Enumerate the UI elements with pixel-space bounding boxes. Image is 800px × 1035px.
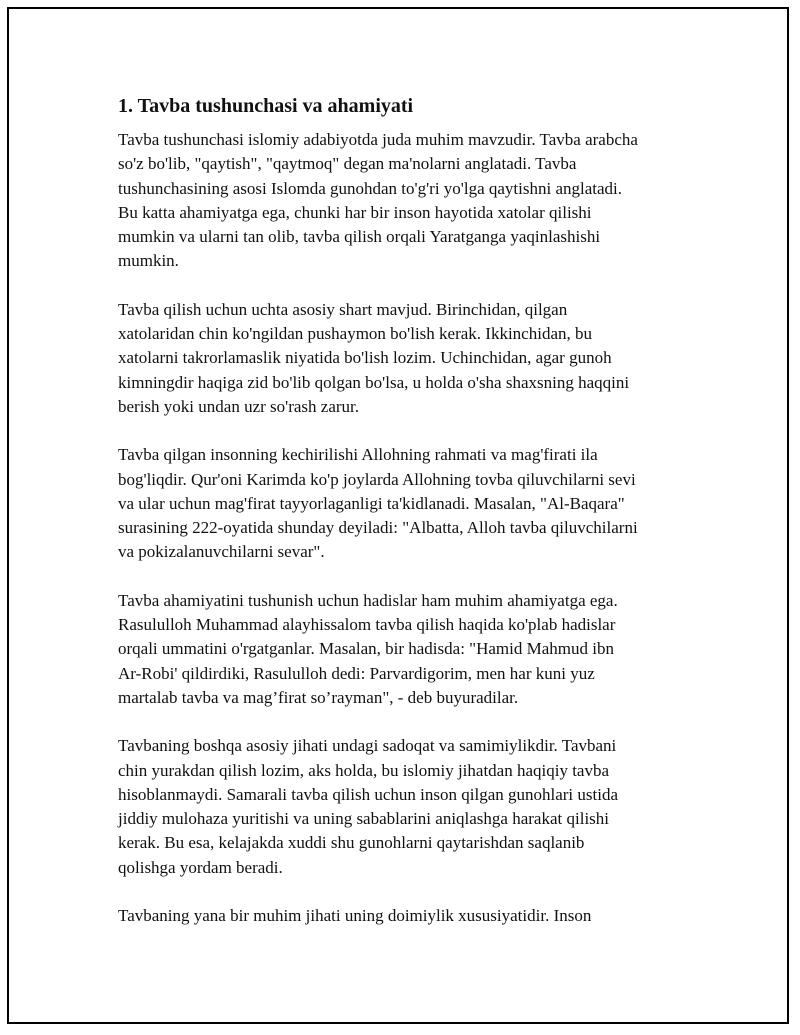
paragraph-line: Tavbaning yana bir muhim jihati uning doimiylik xususiyatidir. Inson	[118, 906, 592, 926]
paragraph-line: Tavba ahamiyatini tushunish uchun hadislar ham muhim ahamiyatga ega.	[118, 590, 618, 610]
paragraph-line: va ular uchun mag'firat tayyorlaganligi ta'kidlanadi. Masalan, "Al-Baqara"	[118, 493, 625, 513]
paragraph-line: mumkin.	[118, 251, 179, 271]
paragraph-line: xatolarni takrorlamaslik niyatida bo'lish lozim. Uchinchidan, agar gunoh	[118, 348, 612, 368]
paragraph	[118, 589, 690, 710]
paragraph-line: Ar-Robi' qildirdiki, Rasululloh dedi: Parvardigorim, men har kuni yuz	[118, 663, 595, 683]
paragraph-line: mumkin va ularni tan olib, tavba qilish orqali Yaratganga yaqinlashishi	[118, 227, 601, 247]
paragraph-line: surasining 222-oyatida shunday deyiladi: "Albatta, Alloh tavba qiluvchilarni	[118, 518, 638, 538]
paragraph-line: jiddiy mulohaza yuritishi va uning sabablarini aniqlashga harakat qilishi	[118, 809, 609, 829]
paragraph	[118, 298, 690, 419]
paragraph-line: martalab tavba va mag’firat so’rayman", - deb buyuradilar.	[118, 687, 519, 707]
paragraph-line: qolishga yordam beradi.	[118, 857, 283, 877]
paragraph-line: Bu katta ahamiyatga ega, chunki har bir inson hayotida xatolar qilishi	[118, 202, 592, 222]
paragraph-line: Rasululloh Muhammad alayhissalom tavba qilish haqida ko'plab hadislar	[118, 615, 616, 635]
document-body	[118, 92, 690, 952]
paragraph-line: berish yoki undan uzr so'rash zarur.	[118, 396, 359, 416]
paragraph	[118, 128, 690, 274]
paragraph	[118, 734, 690, 880]
paragraph-line: tushunchasining asosi Islomda gunohdan to'g'ri yo'lga qaytishni anglatadi.	[118, 178, 623, 198]
paragraph-line: chin yurakdan qilish lozim, aks holda, bu islomiy jihatdan haqiqiy tavba	[118, 760, 610, 780]
paragraph-line: kimningdir haqiga zid bo'lib qolgan bo'lsa, u holda o'sha shaxsning haqqini	[118, 372, 630, 392]
paragraph-line: hisoblanmaydi. Samarali tavba qilish uchun inson qilgan gunohlari ustida	[118, 784, 619, 804]
paragraph	[118, 443, 690, 564]
paragraph	[118, 904, 690, 928]
paragraph-line: so'z bo'lib, "qaytish", "qaytmoq" degan ma'nolarni anglatadi. Tavba	[118, 154, 577, 174]
paragraph-line: Tavba qilgan insonning kechirilishi Allohning rahmati va mag'firati ila	[118, 445, 598, 465]
paragraph-line: Tavba qilish uchun uchta asosiy shart mavjud. Birinchidan, qilgan	[118, 299, 568, 319]
paragraph-line: bog'liqdir. Qur'oni Karimda ko'p joylarda Allohning tovba qiluvchilarni sevi	[118, 469, 636, 489]
paragraph-line: orqali ummatini o'rgatganlar. Masalan, bir hadisda: "Hamid Mahmud ibn	[118, 639, 614, 659]
paragraph-line: Tavbaning boshqa asosiy jihati undagi sadoqat va samimiylikdir. Tavbani	[118, 736, 617, 756]
paragraph-line: kerak. Bu esa, kelajakda xuddi shu gunohlarni qaytarishdan saqlanib	[118, 833, 585, 853]
paragraph-line: xatolaridan chin ko'ngildan pushaymon bo'lish kerak. Ikkinchidan, bu	[118, 324, 592, 344]
paragraph-line: Tavba tushunchasi islomiy adabiyotda juda muhim mavzudir. Tavba arabcha	[118, 130, 638, 149]
paragraph-list	[118, 128, 690, 928]
section-heading: 1. Tavba tushunchasi va ahamiyati	[118, 95, 414, 117]
paragraph-line: va pokizalanuvchilarni sevar".	[118, 542, 325, 562]
